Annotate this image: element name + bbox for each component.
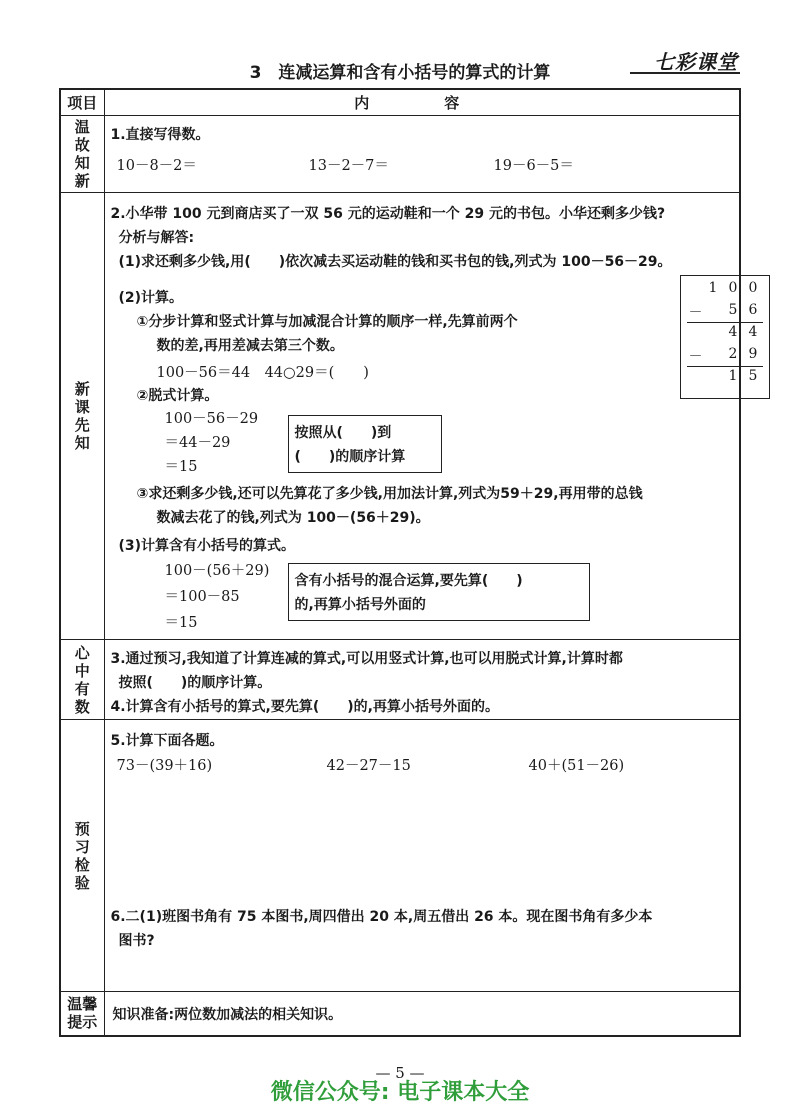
- review-content: [104, 116, 740, 193]
- step-3: (3)计算含有小括号的算式。: [118, 538, 296, 554]
- vertical-calculation: 1 0 0 － 5 6 4 4 － 2 9 1 5: [680, 275, 770, 399]
- wechat-watermark: 微信公众号: 电子课本大全: [270, 1080, 530, 1105]
- analysis-label: 分析与解答:: [118, 230, 195, 246]
- step-2: (2)计算。: [118, 290, 184, 306]
- preview-content: [104, 720, 740, 992]
- calc1-line-3: ＝15: [164, 459, 198, 475]
- step-1: (1)求还剩多少钱,用( )依次减去买运动鞋的钱和买书包的钱,列式为 100－56－29。: [118, 254, 672, 270]
- calc1-line-2: ＝44－29: [164, 435, 231, 451]
- mind-content: [104, 640, 740, 720]
- preview-expr-2: 42－27－15: [326, 758, 411, 774]
- preview-expr-1: 73－(39＋16): [116, 758, 213, 774]
- label-preview: 预习检验: [60, 720, 104, 992]
- tips-text: 知识准备:两位数加减法的相关知识。: [112, 1007, 343, 1023]
- brand-logo: 七彩课堂: [654, 50, 738, 74]
- q6-line-a: 6.二(1)班图书角有 75 本图书,周四借出 20 本,周五借出 26 本。现在图书角有多少本: [110, 909, 653, 925]
- label-new: 新课先知: [60, 193, 104, 640]
- col-header-item: 项目: [60, 89, 104, 116]
- page-number: — 5 —: [375, 1064, 425, 1082]
- calc2-line-3: ＝15: [164, 615, 198, 631]
- q4-text: 4.计算含有小括号的算式,要先算( )的,再算小括号外面的。: [110, 699, 499, 715]
- q3-line-a: 3.通过预习,我知道了计算连减的算式,可以用竖式计算,也可以用脱式计算,计算时都: [110, 651, 623, 667]
- calc2-line-2: ＝100－85: [164, 589, 240, 605]
- order-hint-box: 按照从( )到 ( )的顺序计算: [288, 415, 442, 473]
- worksheet-table: [59, 88, 758, 1037]
- col-header-content: 内 容: [104, 89, 740, 116]
- vertical-rule-1: [687, 322, 763, 323]
- page-title: 3 连减运算和含有小括号的算式的计算: [249, 63, 551, 83]
- q2-text: 2.小华带 100 元到商店买了一双 56 元的运动鞋和一个 29 元的书包。小华还剩多少钱?: [110, 206, 666, 222]
- review-expr-2: 13－2－7＝: [308, 158, 389, 174]
- q3-line-b: 按照( )的顺序计算。: [118, 675, 272, 691]
- new-content: [104, 193, 758, 640]
- method-1-line-b: 数的差,再用差减去第三个数。: [156, 338, 344, 354]
- method-1-line-a: ①分步计算和竖式计算与加减混合计算的顺序一样,先算前两个: [136, 314, 518, 330]
- tips-content: [104, 992, 740, 1036]
- vertical-rule-2: [687, 366, 763, 367]
- q6-line-b: 图书?: [118, 933, 155, 949]
- label-mind: 心中有数: [60, 640, 104, 720]
- calc1-line-1: 100－56－29: [164, 411, 259, 427]
- q1-text: 1.直接写得数。: [110, 127, 210, 143]
- method-3-line-b: 数减去花了的钱,列式为 100－(56＋29)。: [156, 510, 430, 526]
- brand-underline: [630, 72, 740, 74]
- calc2-line-1: 100－(56＋29): [164, 563, 270, 579]
- label-review: 温故知新: [60, 116, 104, 193]
- review-expr-3: 19－6－5＝: [493, 158, 574, 174]
- method-3-line-a: ③求还剩多少钱,还可以先算花了多少钱,用加法计算,列式为59＋29,再用带的总钱: [136, 486, 643, 502]
- method-2: ②脱式计算。: [136, 388, 219, 404]
- q5-text: 5.计算下面各题。: [110, 733, 224, 749]
- label-tips: 温馨提示: [60, 992, 104, 1036]
- parentheses-hint-box: 含有小括号的混合运算,要先算( ) 的,再算小括号外面的: [288, 563, 590, 621]
- preview-expr-3: 40＋(51－26): [528, 758, 625, 774]
- review-expr-1: 10－8－2＝: [116, 158, 197, 174]
- method-1-calc: 100－56＝44 44○29＝( ): [156, 365, 369, 381]
